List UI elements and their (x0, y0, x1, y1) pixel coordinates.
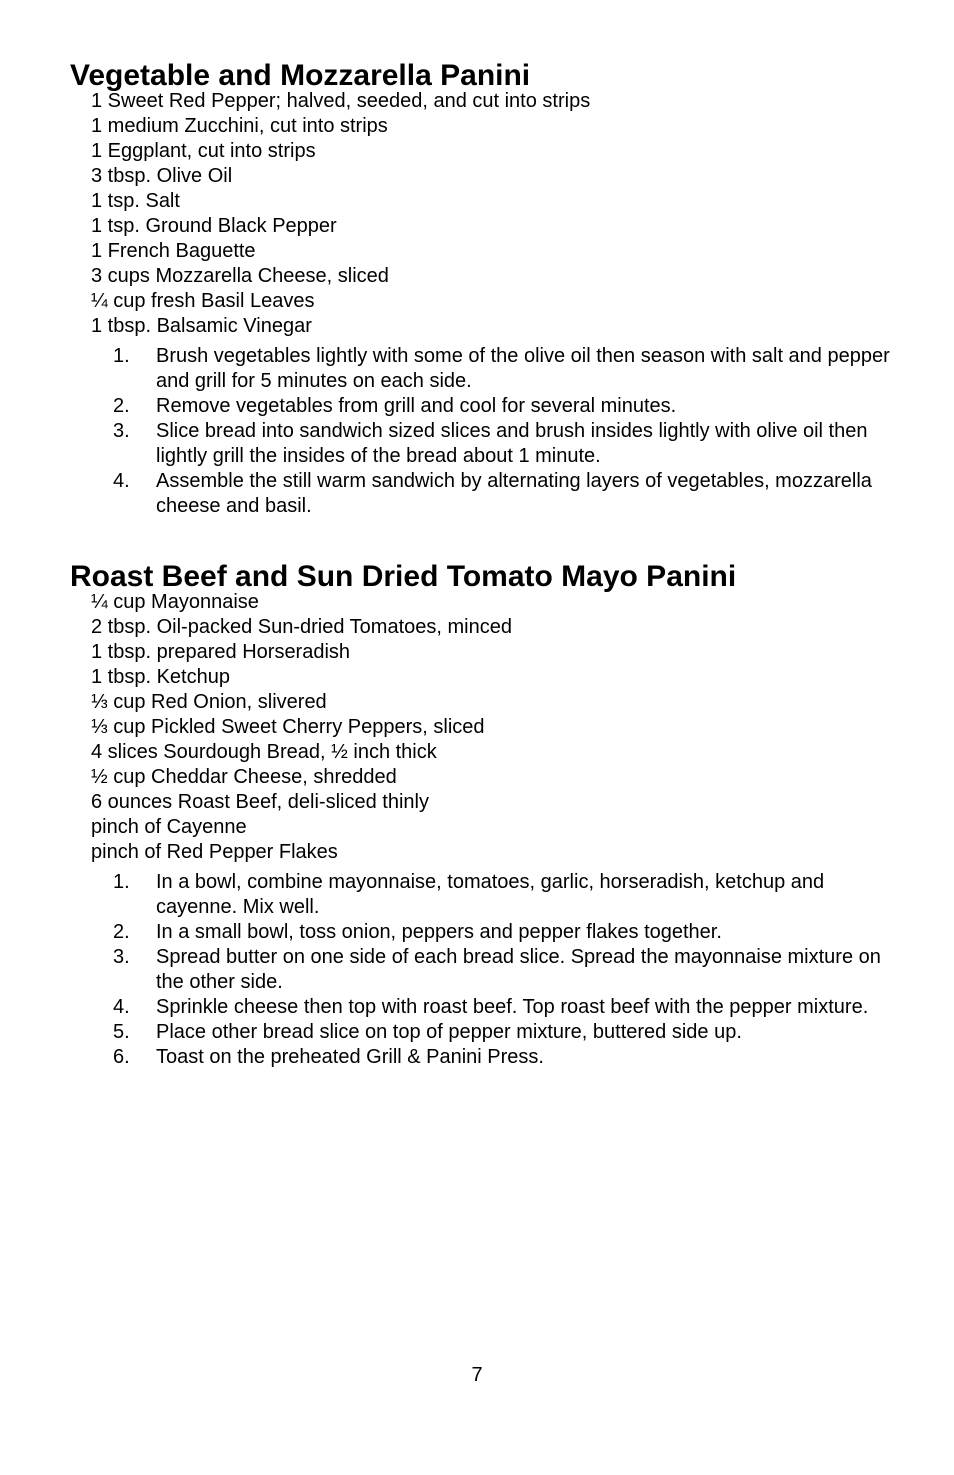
ingredient-item: ⅓ cup Pickled Sweet Cherry Peppers, sliced (91, 716, 485, 738)
ingredient-item: 1 medium Zucchini, cut into strips (91, 115, 388, 137)
instruction-list (70, 344, 890, 519)
ingredient-item: ⅓ cup Red Onion, slivered (91, 691, 327, 713)
step-number: 6. (113, 1046, 130, 1068)
ingredient-item: 4 slices Sourdough Bread, ½ inch thick (91, 741, 437, 763)
instruction-step (70, 419, 890, 469)
ingredient-item: ¼ cup Mayonnaise (91, 591, 259, 613)
ingredient-item: 1 tbsp. Balsamic Vinegar (91, 315, 312, 337)
step-number: 4. (113, 996, 130, 1018)
ingredient-item: 1 tsp. Ground Black Pepper (91, 215, 337, 237)
instruction-step (70, 920, 890, 945)
page-number: 7 (471, 1364, 483, 1386)
step-number: 5. (113, 1021, 130, 1043)
ingredient-item: 1 French Baguette (91, 240, 256, 262)
step-text: Toast on the preheated Grill & Panini Press. (156, 1046, 544, 1068)
step-text: In a small bowl, toss onion, peppers and pepper flakes together. (156, 921, 722, 943)
instruction-step (70, 870, 890, 920)
ingredient-item: 1 Sweet Red Pepper; halved, seeded, and cut into strips (91, 90, 591, 112)
instruction-step (70, 1045, 890, 1070)
ingredient-item: 1 tbsp. Ketchup (91, 666, 230, 688)
instruction-step (70, 995, 890, 1020)
ingredient-item: 1 tsp. Salt (91, 190, 180, 212)
ingredient-item: 3 tbsp. Olive Oil (91, 165, 233, 187)
ingredient-item: 1 Eggplant, cut into strips (91, 140, 316, 162)
recipe-vegetable-mozzarella-panini (70, 59, 890, 519)
ingredient-item: pinch of Cayenne (91, 816, 247, 838)
ingredient-item: 2 tbsp. Oil-packed Sun-dried Tomatoes, minced (91, 616, 512, 638)
instruction-step (70, 394, 890, 419)
instruction-list (70, 870, 890, 1070)
step-number: 2. (113, 395, 130, 417)
instruction-step (70, 469, 890, 519)
step-text: Spread butter on one side of each bread slice. Spread the mayonnaise mixture on the other side. (156, 946, 881, 993)
ingredient-list (70, 89, 890, 339)
recipe-title: Vegetable and Mozzarella Panini (70, 59, 531, 92)
ingredient-item: 3 cups Mozzarella Cheese, sliced (91, 265, 389, 287)
step-text: Assemble the still warm sandwich by alternating layers of vegetables, mozzarella cheese and basil. (156, 470, 872, 517)
step-text: Brush vegetables lightly with some of the olive oil then season with salt and pepper and grill for 5 minutes on each side. (156, 345, 890, 392)
instruction-step (70, 945, 890, 995)
step-number: 3. (113, 420, 130, 442)
step-text: Place other bread slice on top of pepper mixture, buttered side up. (156, 1021, 742, 1043)
ingredient-item: ¼ cup fresh Basil Leaves (91, 290, 315, 312)
step-number: 3. (113, 946, 130, 968)
recipe-title: Roast Beef and Sun Dried Tomato Mayo Panini (70, 560, 737, 593)
ingredient-item: 6 ounces Roast Beef, deli-sliced thinly (91, 791, 429, 813)
step-number: 4. (113, 470, 130, 492)
step-text: Slice bread into sandwich sized slices and brush insides lightly with olive oil then lightly grill the insides of the bread about 1 minute. (156, 420, 868, 467)
instruction-step (70, 1020, 890, 1045)
step-number: 1. (113, 345, 130, 367)
step-text: Sprinkle cheese then top with roast beef. Top roast beef with the pepper mixture. (156, 996, 869, 1018)
ingredient-item: ½ cup Cheddar Cheese, shredded (91, 766, 397, 788)
step-text: In a bowl, combine mayonnaise, tomatoes, garlic, horseradish, ketchup and cayenne. Mix well. (156, 871, 825, 918)
ingredient-item: 1 tbsp. prepared Horseradish (91, 641, 351, 663)
ingredient-list (70, 590, 890, 865)
recipe-roast-beef-panini (70, 560, 890, 1070)
step-number: 1. (113, 871, 130, 893)
step-number: 2. (113, 921, 130, 943)
ingredient-item: pinch of Red Pepper Flakes (91, 841, 338, 863)
instruction-step (70, 344, 890, 394)
step-text: Remove vegetables from grill and cool for several minutes. (156, 395, 677, 417)
